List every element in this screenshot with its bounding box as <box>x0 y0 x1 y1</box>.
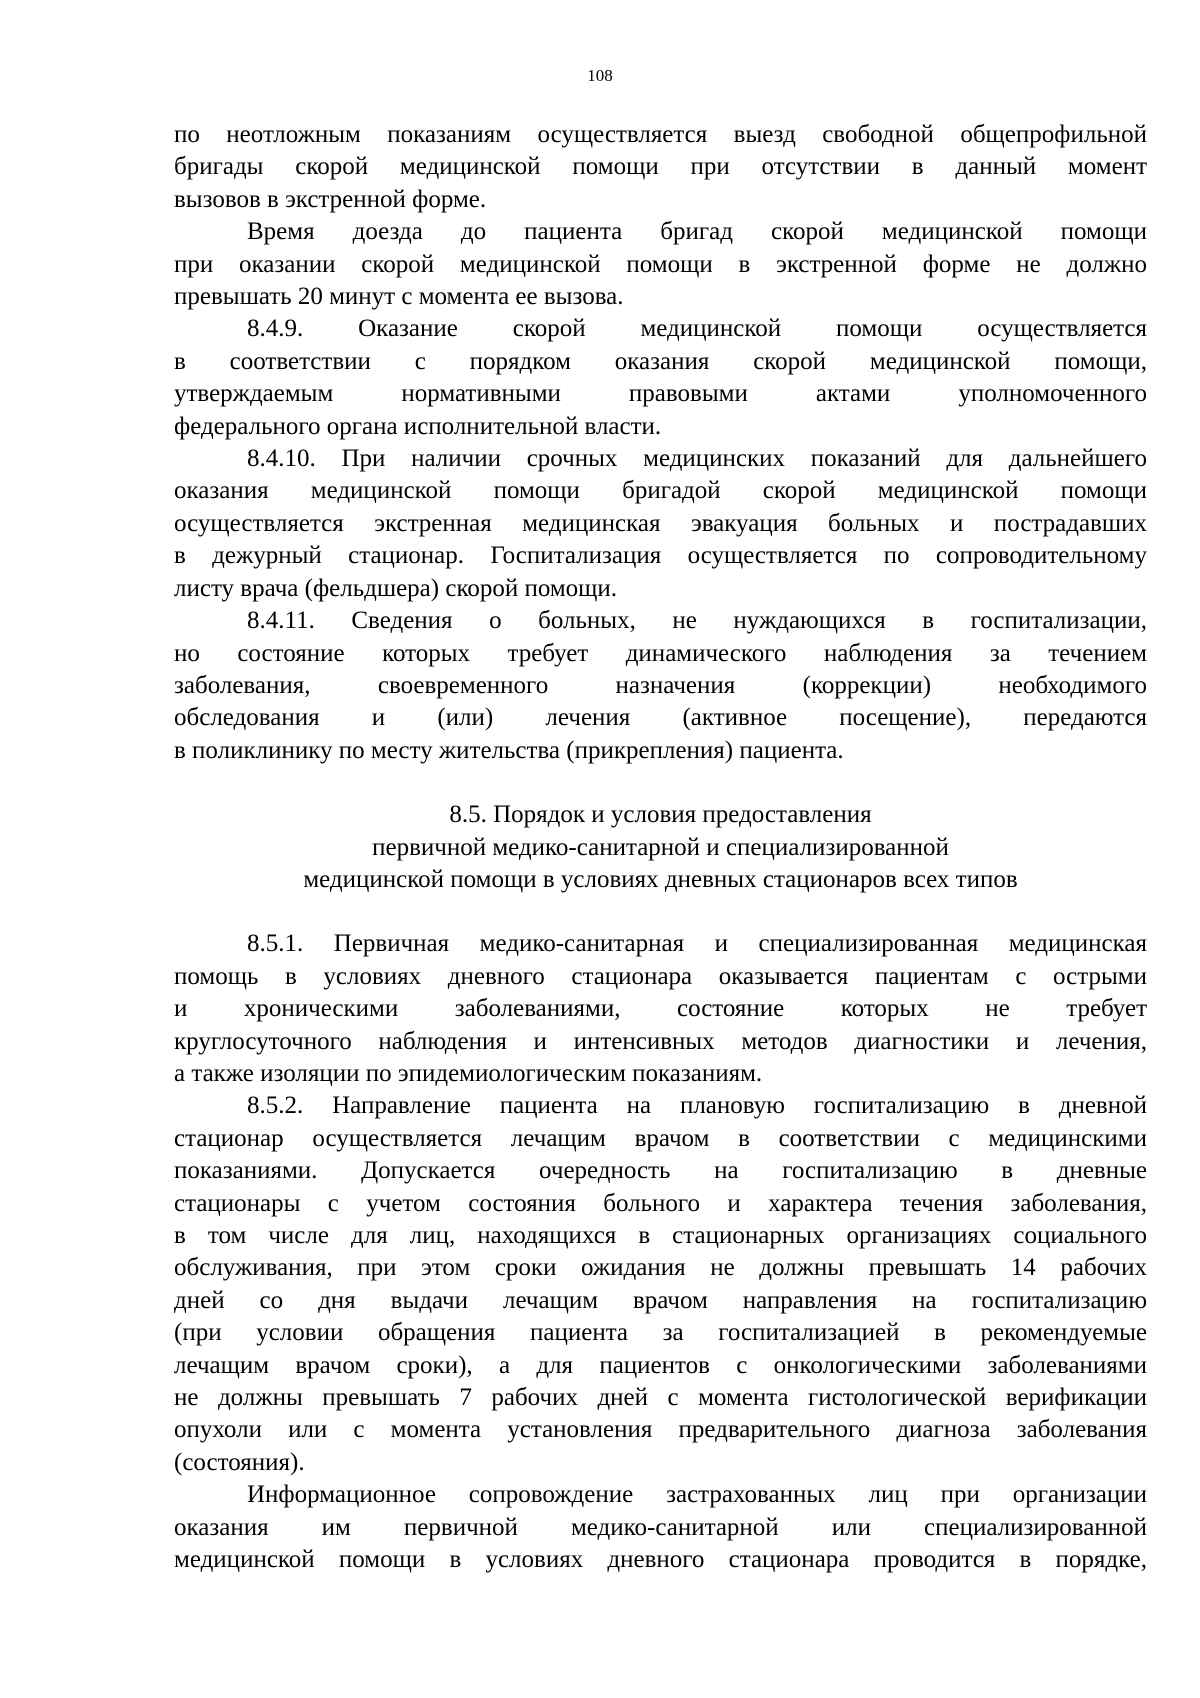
paragraph-line: обслуживания, при этом сроки ожидания не должны превышать 14 рабочих <box>174 1254 1147 1282</box>
paragraph-line: опухоли или с момента установления предварительного диагноза заболевания <box>174 1416 1147 1444</box>
section-heading <box>174 799 1147 896</box>
paragraph <box>174 313 1147 443</box>
paragraph-line: заболевания, своевременного назначения (коррекции) необходимого <box>174 671 1147 699</box>
paragraph-line: (состояния). <box>174 1448 305 1476</box>
paragraph-line: листу врача (фельдшера) скорой помощи. <box>174 574 618 602</box>
paragraph-line: бригады скорой медицинской помощи при отсутствии в данный момент <box>174 153 1147 181</box>
heading-line: медицинской помощи в условиях дневных стационаров всех типов <box>303 865 1018 893</box>
paragraph-line: 8.4.10. При наличии срочных медицинских показаний для дальнейшего <box>247 445 1147 473</box>
paragraph-line: 8.4.9. Оказание скорой медицинской помощи осуществляется <box>247 315 1147 343</box>
paragraph <box>174 443 1147 605</box>
paragraph-line: обследования и (или) лечения (активное посещение), передаются <box>174 704 1147 732</box>
document-body <box>174 119 1147 1576</box>
paragraph-line: и хроническими заболеваниями, состояние которых не требует <box>174 995 1147 1023</box>
paragraph-line: осуществляется экстренная медицинская эвакуация больных и пострадавших <box>174 509 1147 537</box>
paragraph-line: в том числе для лиц, находящихся в стационарных организациях социального <box>174 1222 1147 1249</box>
paragraph-line: 8.4.11. Сведения о больных, не нуждающихся в госпитализации, <box>247 607 1147 635</box>
heading-line: 8.5. Порядок и условия предоставления <box>449 801 872 829</box>
paragraph <box>174 1090 1147 1479</box>
paragraph-line: помощь в условиях дневного стационара оказывается пациентам с острыми <box>174 962 1147 990</box>
paragraph-line: стационар осуществляется лечащим врачом в соответствии с медицинскими <box>174 1124 1147 1152</box>
paragraph <box>174 1479 1147 1576</box>
paragraph-line: в соответствии с порядком оказания скорой медицинской помощи, <box>174 347 1147 375</box>
paragraph-line: при оказании скорой медицинской помощи в экстренной форме не должно <box>174 250 1147 278</box>
paragraph <box>174 928 1147 1090</box>
paragraph-line: показаниями. Допускается очередность на госпитализацию в дневные <box>174 1157 1147 1185</box>
paragraph-line: по неотложным показаниям осуществляется выезд свободной общепрофильной <box>174 121 1147 148</box>
paragraph-line: в поликлинику по месту жительства (прикрепления) пациента. <box>174 736 844 764</box>
paragraph-line: федерального органа исполнительной власти. <box>174 412 662 440</box>
heading-line: первичной медико-санитарной и специализированной <box>372 833 949 861</box>
paragraph-line: круглосуточного наблюдения и интенсивных методов диагностики и лечения, <box>174 1027 1147 1055</box>
paragraph-line: в дежурный стационар. Госпитализация осуществляется по сопроводительному <box>174 542 1147 570</box>
paragraph-line: не должны превышать 7 рабочих дней с момента гистологической верификации <box>174 1384 1147 1412</box>
paragraph-line: оказания им первичной медико-санитарной или специализированной <box>174 1513 1147 1541</box>
paragraph-line: 8.5.2. Направление пациента на плановую госпитализацию в дневной <box>247 1092 1147 1120</box>
paragraph-line: Время доезда до пациента бригад скорой медицинской помощи <box>247 218 1147 246</box>
paragraph-line: стационары с учетом состояния больного и характера течения заболевания, <box>174 1189 1147 1217</box>
paragraph-line: превышать 20 минут с момента ее вызова. <box>174 283 624 311</box>
paragraph <box>174 605 1147 767</box>
page-number: 108 <box>587 66 613 85</box>
paragraph-line: вызовов в экстренной форме. <box>174 185 487 213</box>
paragraph-line: лечащим врачом сроки), а для пациентов с онкологическими заболеваниями <box>174 1351 1147 1379</box>
paragraph-line: но состояние которых требует динамического наблюдения за течением <box>174 639 1147 667</box>
paragraph-line: а также изоляции по эпидемиологическим показаниям. <box>174 1059 763 1087</box>
paragraph <box>174 216 1147 313</box>
paragraph <box>174 119 1147 216</box>
paragraph-line: Информационное сопровождение застрахованных лиц при организации <box>247 1481 1147 1509</box>
paragraph-line: оказания медицинской помощи бригадой скорой медицинской помощи <box>174 477 1147 505</box>
paragraph-line: медицинской помощи в условиях дневного стационара проводится в порядке, <box>174 1546 1147 1574</box>
paragraph-line: 8.5.1. Первичная медико-санитарная и специализированная медицинская <box>247 930 1147 958</box>
paragraph-line: дней со дня выдачи лечащим врачом направления на госпитализацию <box>174 1286 1147 1314</box>
paragraph-line: (при условии обращения пациента за госпитализацией в рекомендуемые <box>174 1319 1147 1347</box>
paragraph-line: утверждаемым нормативными правовыми актами уполномоченного <box>174 380 1147 408</box>
